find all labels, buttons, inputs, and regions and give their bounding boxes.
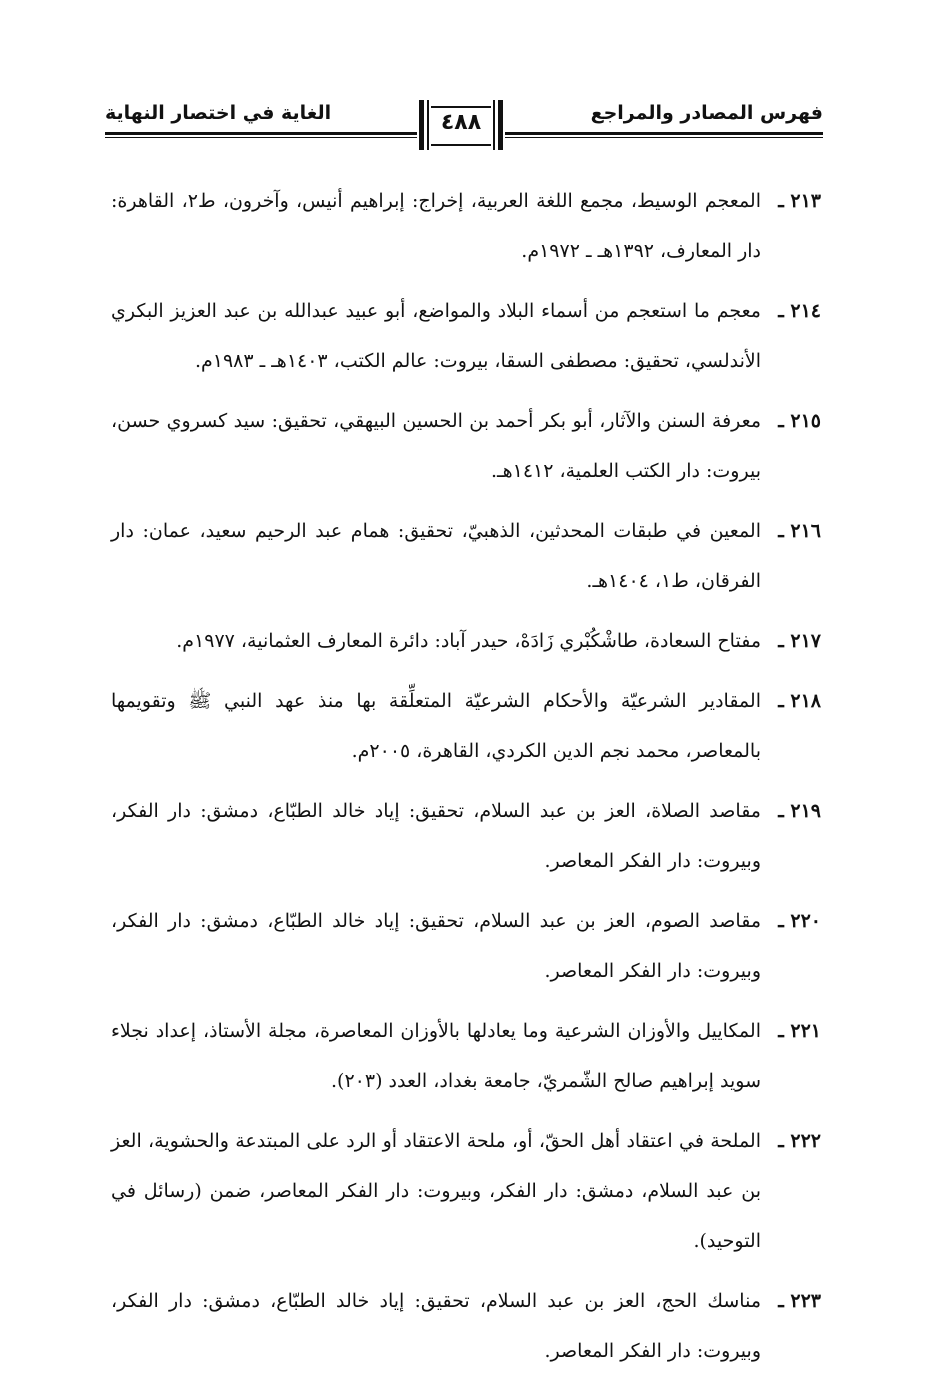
entry-text: مناسك الحج، العز بن عبد السلام، تحقيق: إياد خالد الطبّاع، دمشق: دار الفكر، وبيروت: دار الفكر المعاصر. [111, 1290, 761, 1362]
entry-number: ٢١٩ ـ [778, 800, 821, 822]
entry-number: ٢٢٢ ـ [778, 1130, 821, 1152]
entry-text: المعين في طبقات المحدثين، الذهبيّ، تحقيق: همام عبد الرحيم سعيد، عمان: دار الفرقان، ط١، ١٤٠٤هـ. [111, 520, 761, 592]
bibliography-list [111, 176, 821, 1386]
entry-number: ٢١٦ ـ [778, 520, 821, 542]
running-header [105, 96, 823, 154]
frame-cap-bottom [431, 144, 491, 146]
frame-bar-right-inner [493, 100, 495, 150]
entry-text: مفتاح السعادة، طاشْكُبْري زَادَهْ، حيدر آباد: دائرة المعارف العثمانية، ١٩٧٧م. [176, 630, 761, 652]
entry-text: المعجم الوسيط، مجمع اللغة العربية، إخراج: إبراهيم أنيس، وآخرون، ط٢، القاهرة: دار المعارف، ١٣٩٢هـ ـ ١٩٧٢م. [111, 190, 761, 262]
entry-number: ٢١٥ ـ [778, 410, 821, 432]
bibliography-entry [111, 1276, 821, 1376]
entry-text: معرفة السنن والآثار، أبو بكر أحمد بن الحسين البيهقي، تحقيق: سيد كسروي حسن، بيروت: دار الكتب العلمية، ١٤١٢هـ. [111, 410, 761, 482]
page-number: ٤٨٨ [440, 110, 482, 135]
frame-bar-right-outer [498, 100, 503, 150]
entry-number: ٢١٤ ـ [778, 300, 821, 322]
entry-number: ٢٢٣ ـ [778, 1290, 821, 1312]
bibliography-entry [111, 896, 821, 996]
bibliography-entry [111, 676, 821, 776]
entry-number: ٢٢١ ـ [778, 1020, 821, 1042]
bibliography-entry [111, 286, 821, 386]
bibliography-entry [111, 616, 821, 666]
page-number-frame [417, 96, 505, 154]
entry-text: مقاصد الصلاة، العز بن عبد السلام، تحقيق: إياد خالد الطبّاع، دمشق: دار الفكر، وبيروت: دار الفكر المعاصر. [111, 800, 761, 872]
bibliography-entry [111, 786, 821, 886]
entry-text: معجم ما استعجم من أسماء البلاد والمواضع، أبو عبيد عبدالله بن عبد العزيز البكري الأندلسي، تحقيق: مصطفى السقا، بيروت: عالم الكتب، ١٤٠٣هـ ـ ١٩٨٣م. [111, 300, 761, 372]
entry-number: ٢١٧ ـ [778, 630, 821, 652]
section-title: فهرس المصادر والمراجع [590, 102, 823, 124]
entry-number: ٢١٨ ـ [778, 690, 821, 712]
entry-text: المكاييل والأوزان الشرعية وما يعادلها بالأوزان المعاصرة، مجلة الأستاذ، إعداد نجلاء سويد إبراهيم صالح الشّمريّ، جامعة بغداد، العدد (٢٠٣). [111, 1020, 761, 1092]
entry-text: مقاصد الصوم، العز بن عبد السلام، تحقيق: إياد خالد الطبّاع، دمشق: دار الفكر، وبيروت: دار الفكر المعاصر. [111, 910, 761, 982]
entry-text: الملحة في اعتقاد أهل الحقّ، أو، ملحة الاعتقاد أو الرد على المبتدعة والحشوية، العز بن عبد السلام، دمشق: دار الفكر، وبيروت: دار الفكر المعاصر، ضمن (رسائل في التوحيد). [111, 1130, 761, 1252]
entry-number: ٢١٣ ـ [778, 190, 821, 212]
book-title: الغاية في اختصار النهاية [105, 102, 332, 124]
entry-text: المقادير الشرعيّة والأحكام الشرعيّة المتعلِّقة بها منذ عهد النبي ﷺ وتقويمها بالمعاصر، محمد نجم الدين الكردي، القاهرة، ٢٠٠٥م. [111, 690, 761, 762]
bibliography-entry [111, 396, 821, 496]
bibliography-entry [111, 176, 821, 276]
frame-bar-left-inner [427, 100, 429, 150]
frame-bar-left-outer [419, 100, 424, 150]
bibliography-entry [111, 1006, 821, 1106]
bibliography-entry [111, 1116, 821, 1266]
frame-cap-top [431, 106, 491, 108]
bibliography-entry [111, 506, 821, 606]
entry-number: ٢٢٠ ـ [778, 910, 821, 932]
